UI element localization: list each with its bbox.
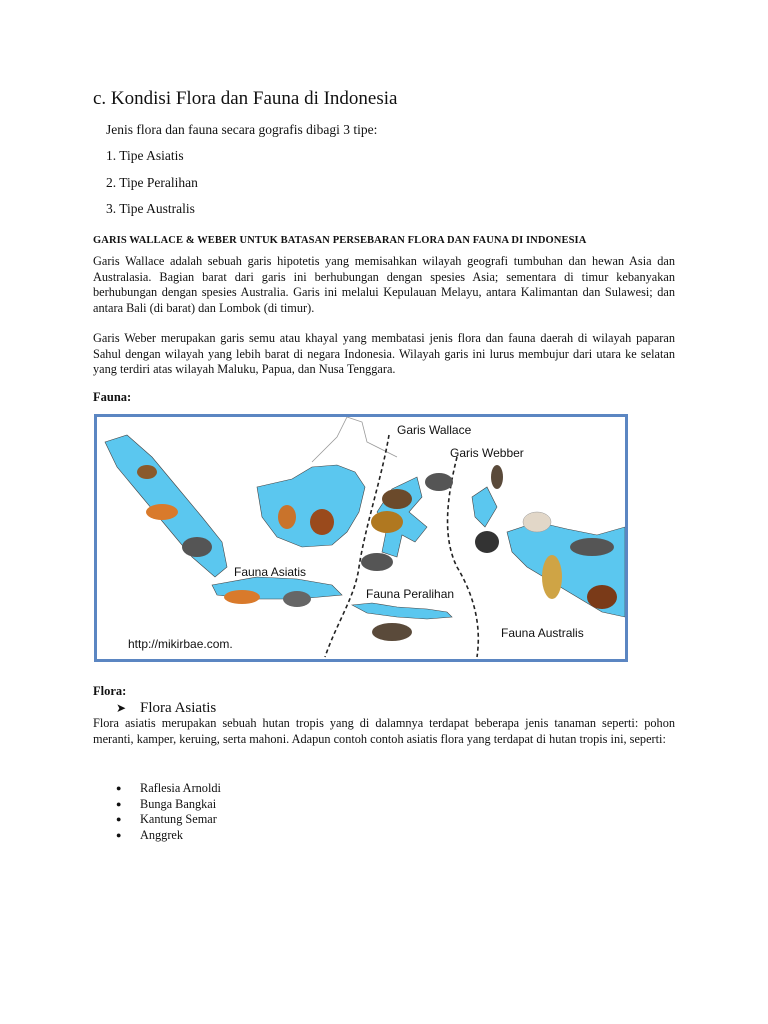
section-heading: c. Kondisi Flora dan Fauna di Indonesia (93, 88, 398, 109)
list-item-label: Kantung Semar (140, 812, 217, 827)
garis-webber-label: Garis Webber (450, 446, 524, 460)
fauna-map (94, 414, 628, 662)
malaysia-outline (312, 417, 397, 462)
flora-asiatis-heading (116, 700, 216, 717)
maluku-island (472, 487, 497, 527)
babirusa-icon (371, 511, 403, 533)
komodo-icon (372, 623, 412, 641)
fauna-australis-label: Fauna Australis (501, 626, 584, 640)
bullet-icon: ● (116, 814, 122, 825)
list-item (116, 781, 221, 797)
kalimantan-island (257, 465, 365, 547)
tiger-icon (146, 504, 178, 520)
wallace-weber-subheading: GARIS WALLACE & WEBER UNTUK BATASAN PERSEBARAN FLORA DAN FAUNA DI INDONESIA (93, 235, 587, 246)
weber-line (448, 457, 479, 657)
orangutan-icon (310, 509, 334, 535)
list-item-label: Bunga Bangkai (140, 796, 217, 811)
list-item (116, 797, 221, 813)
cassowary-icon (475, 531, 499, 553)
cuscus-icon (523, 512, 551, 532)
source-url: http://mikirbae.com. (128, 637, 233, 651)
flora-label: Flora: (93, 684, 127, 698)
weber-paragraph: Garis Weber merupakan garis semu atau khayal yang membatasi jenis flora dan fauna daerah di wilayah paparan Sahul dengan wilayah yang lebih barat di negara Indonesia. Wilayah garis ini lurus membujur dari utara ke selatan yang terdiri atas wilayah Maluku, Papua, dan Nusa Tenggara. (93, 331, 675, 377)
garis-wallace-label: Garis Wallace (397, 423, 472, 437)
wallace-paragraph: Garis Wallace adalah sebuah garis hipotetis yang memisahkan wilayah geografi tumbuhan dan hewan Asia dan Australasia. Bagian barat dari garis ini berhubungan dengan spesies Asia; sementara di timur kebanyakan berhubungan dengan spesies Australia. Garis ini melalui Kepulauan Melayu, antara Kalimantan dan Sulawesi; dan antara Bali (di barat) dan Lombok (di timur). (93, 254, 675, 315)
anteater-icon (361, 553, 393, 571)
elephant-icon (182, 537, 212, 557)
list-item (116, 812, 221, 828)
intro-text: Jenis flora dan fauna secara gografis dibagi 3 tipe: (106, 122, 378, 137)
list-item-label: Raflesia Arnoldi (140, 781, 221, 795)
bullet-icon: ● (116, 783, 122, 793)
list-item (116, 828, 221, 844)
nusa-tenggara-islands (352, 603, 452, 619)
orangutan-icon (137, 465, 157, 479)
tree-kangaroo-icon (587, 585, 617, 609)
fauna-asiatis-label: Fauna Asiatis (234, 565, 307, 579)
bird-icon (491, 465, 503, 489)
anoa-icon (382, 489, 412, 509)
cockatoo-icon (542, 555, 562, 599)
arrow-bullet-icon: ➤ (116, 701, 127, 715)
tapir-icon (425, 473, 453, 491)
type-item: 1. Tipe Asiatis (106, 148, 184, 163)
bullet-icon: ● (116, 829, 122, 840)
rhino-icon (283, 591, 311, 607)
list-item-label: Anggrek (140, 827, 184, 842)
tiger-icon (224, 590, 260, 604)
monkey-icon (278, 505, 296, 529)
flora-asiatis-title: Flora Asiatis (140, 700, 217, 716)
type-item: 2. Tipe Peralihan (106, 174, 198, 190)
indonesia-map-illustration (97, 417, 625, 659)
flora-paragraph: Flora asiatis merupakan sebuah hutan tropis yang di dalamnya terdapat beberapa jenis tanaman seperti: pohon meranti, kamper, keruing, serta mahoni. Adapun contoh contoh asiatis flora yang terdapat di hutan tropis ini, seperti: (93, 716, 675, 746)
type-item: 3. Tipe Australis (106, 201, 195, 216)
flora-list (116, 781, 221, 843)
bullet-icon: ● (116, 798, 122, 809)
type-list (106, 148, 198, 228)
fauna-label: Fauna: (93, 390, 132, 404)
fauna-peralihan-label: Fauna Peralihan (366, 587, 455, 601)
echidna-icon (570, 538, 614, 556)
